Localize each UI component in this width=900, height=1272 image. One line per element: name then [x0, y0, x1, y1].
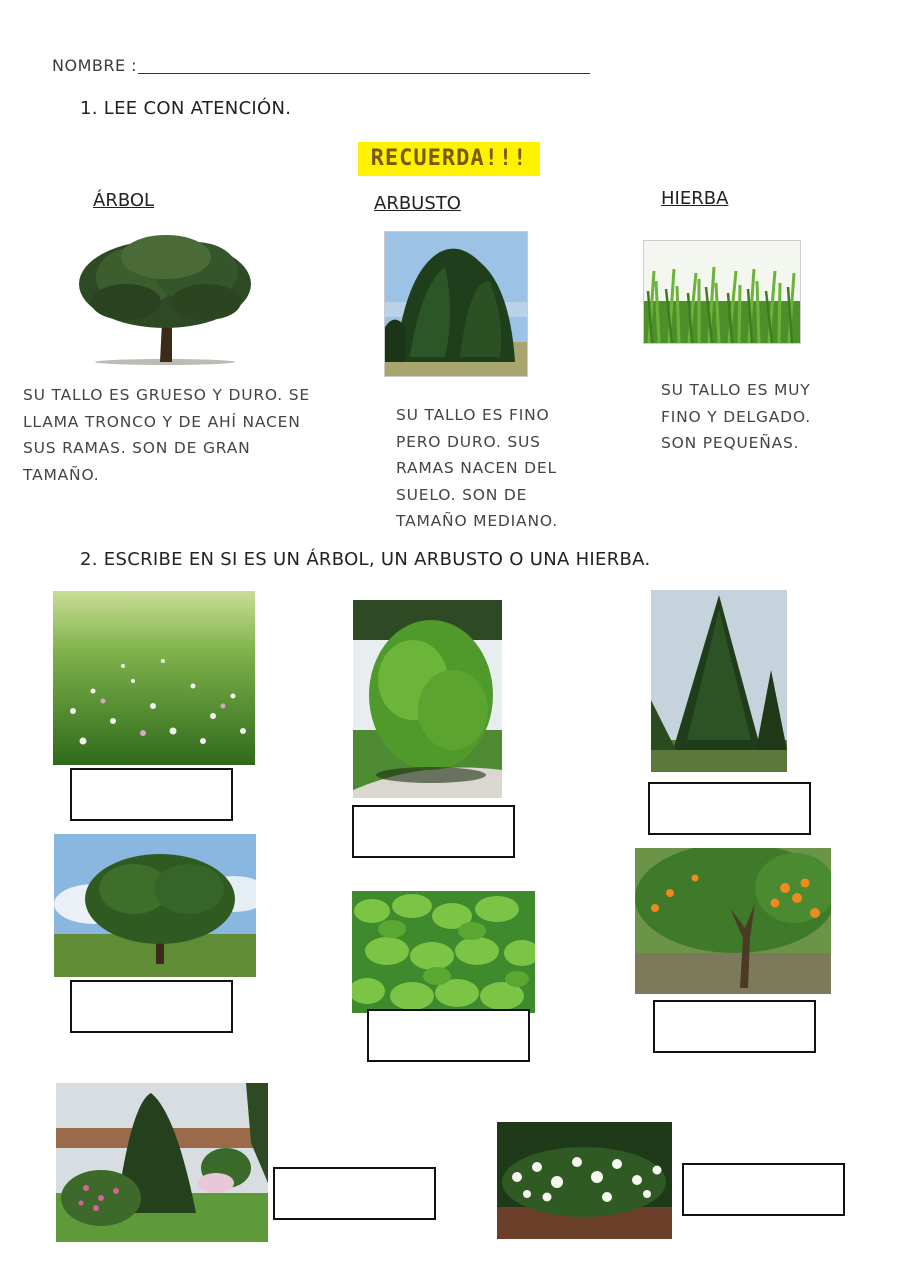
garden-shrubs-photo: [56, 1083, 268, 1242]
mint-plant-photo: [352, 891, 535, 1013]
title-hierba: HIERBA: [661, 188, 729, 209]
fir-tree-photo: [651, 590, 787, 772]
round-shrub-photo: [353, 600, 502, 798]
answer-box-2[interactable]: [352, 805, 515, 858]
answer-box-7[interactable]: [273, 1167, 436, 1220]
exercise-1-title: 1. LEE CON ATENCIÓN.: [80, 98, 292, 119]
answer-box-1[interactable]: [70, 768, 233, 821]
meadow-grass-photo: [53, 591, 255, 765]
recuerda-banner: RECUERDA!!!: [358, 142, 540, 176]
desc-arbusto: SU TALLO ES FINO PERO DURO. SUS RAMAS NACEN DEL SUELO. SON DE TAMAÑO MEDIANO.: [396, 406, 558, 530]
answer-box-5[interactable]: [367, 1009, 530, 1062]
name-line[interactable]: [138, 73, 590, 74]
answer-box-6[interactable]: [653, 1000, 816, 1053]
white-flower-bush-photo: [497, 1122, 672, 1239]
shrub-reference-image: [384, 231, 528, 377]
title-arbusto: ARBUSTO: [374, 193, 461, 214]
desc-arbol: SU TALLO ES GRUESO Y DURO. SE LLAMA TRONCO Y DE AHÍ NACEN SUS RAMAS. SON DE GRAN TAMAÑO.: [23, 386, 310, 484]
orange-tree-photo: [635, 848, 831, 994]
tree-reference-image: [76, 232, 254, 366]
title-arbol: ÁRBOL: [93, 190, 155, 211]
name-label: NOMBRE :: [52, 56, 138, 75]
desc-hierba: SU TALLO ES MUY FINO Y DELGADO. SON PEQUEÑAS.: [661, 381, 812, 452]
oak-tree-photo: [54, 834, 256, 977]
answer-box-3[interactable]: [648, 782, 811, 835]
grass-reference-image: [643, 240, 801, 344]
exercise-2-title: 2. ESCRIBE EN SI ES UN ÁRBOL, UN ARBUSTO O UNA HIERBA.: [80, 549, 651, 570]
answer-box-8[interactable]: [682, 1163, 845, 1216]
answer-box-4[interactable]: [70, 980, 233, 1033]
